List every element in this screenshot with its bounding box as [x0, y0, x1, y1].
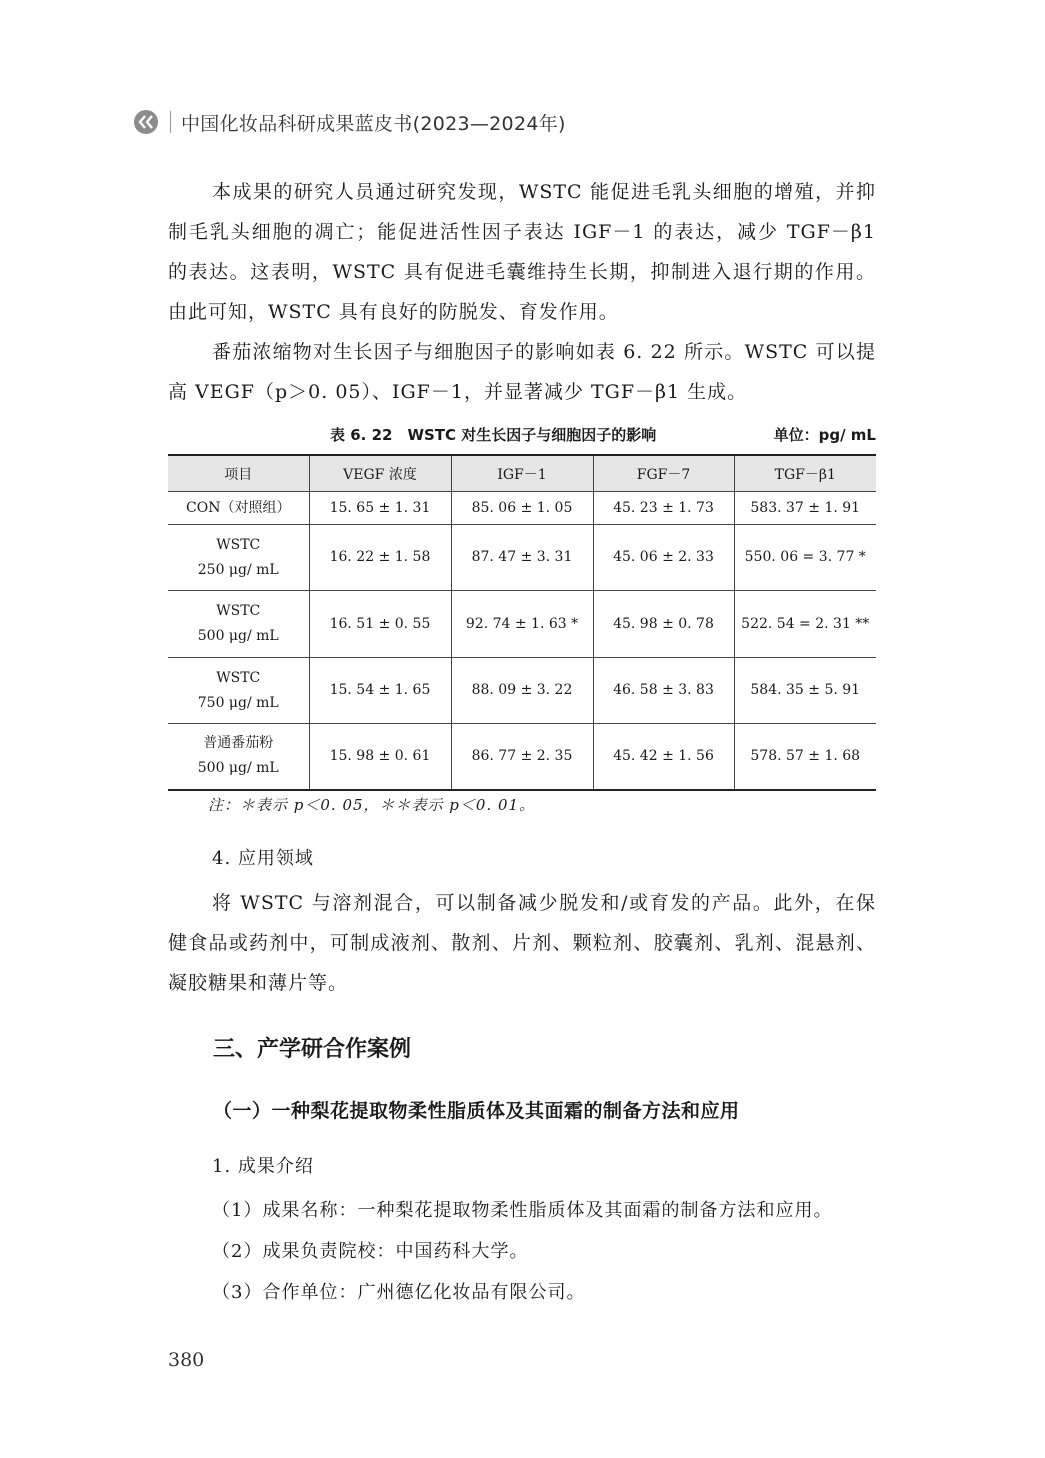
item-cell: CON（对照组） [168, 492, 309, 525]
intro-text [168, 172, 876, 412]
vegf-cell: 16. 22 ± 1. 58 [309, 525, 451, 591]
vegf-cell: 15. 54 ± 1. 65 [309, 658, 451, 724]
header-divider [170, 111, 171, 133]
item-cell: 普通番茄粉 500 μg/ mL [168, 724, 309, 790]
igf-cell: 87. 47 ± 3. 31 [451, 525, 593, 591]
section-heading: 三、产学研合作案例 [213, 1037, 412, 1062]
result-item: （1）成果名称：一种梨花提取物柔性脂质体及其面霜的制备方法和应用。 [212, 1200, 833, 1221]
fgf-cell: 45. 98 ± 0. 78 [593, 591, 734, 658]
tgf-cell: 578. 57 ± 1. 68 [734, 724, 876, 790]
fgf-cell: 45. 23 ± 1. 73 [593, 492, 734, 525]
item-cell: WSTC 250 μg/ mL [168, 525, 309, 591]
igf-cell: 88. 09 ± 3. 22 [451, 658, 593, 724]
vegf-cell: 15. 65 ± 1. 31 [309, 492, 451, 525]
intro-paragraph-2: 番茄浓缩物对生长因子与细胞因子的影响如表 6. 22 所示。WSTC 可以提高 VEGF（p＞0. 05）、IGF－1，并显著减少 TGF－β1 生成。 [168, 341, 876, 403]
table-row [168, 492, 876, 525]
tgf-cell: 550. 06 = 3. 77 * [734, 525, 876, 591]
column-header: VEGF 浓度 [309, 455, 451, 492]
tgf-cell: 584. 35 ± 5. 91 [734, 658, 876, 724]
double-chevron-left-icon [134, 110, 158, 134]
result-item: （2）成果负责院校：中国药科大学。 [212, 1241, 529, 1262]
table-note: 注：＊表示 p＜0. 05，＊＊表示 p＜0. 01。 [208, 796, 536, 814]
igf-cell: 86. 77 ± 2. 35 [451, 724, 593, 790]
running-header [134, 108, 566, 136]
item-cell: WSTC 750 μg/ mL [168, 658, 309, 724]
intro-paragraph-1: 本成果的研究人员通过研究发现，WSTC 能促进毛乳头细胞的增殖，并抑制毛乳头细胞的凋亡；能促进活性因子表达 IGF－1 的表达，减少 TGF－β1 的表达。这表明，WSTC 具有促进毛囊维持生长期，抑制进入退行期的作用。由此可知，WSTC 具有良好的防脱发、育发作用。 [168, 181, 876, 323]
fgf-cell: 45. 06 ± 2. 33 [593, 525, 734, 591]
application-text [168, 883, 876, 1003]
table-title: 表 6. 22 WSTC 对生长因子与细胞因子的影响 [330, 426, 657, 444]
vegf-cell: 16. 51 ± 0. 55 [309, 591, 451, 658]
book-title: 中国化妆品科研成果蓝皮书(2023—2024年) [181, 112, 566, 135]
application-paragraph: 将 WSTC 与溶剂混合，可以制备减少脱发和/或育发的产品。此外，在保健食品或药剂中，可制成液剂、散剂、片剂、颗粒剂、胶囊剂、乳剂、混悬剂、凝胶糖果和薄片等。 [168, 892, 876, 994]
table-row [168, 591, 876, 658]
table-header-row [168, 455, 876, 492]
column-header: TGF－β1 [734, 455, 876, 492]
column-header: FGF－7 [593, 455, 734, 492]
table-unit: 单位：pg/ mL [773, 426, 876, 444]
igf-cell: 92. 74 ± 1. 63 * [451, 591, 593, 658]
result-intro-heading: 1. 成果介绍 [212, 1156, 314, 1177]
fgf-cell: 45. 42 ± 1. 56 [593, 724, 734, 790]
data-table [168, 454, 876, 791]
column-header: 项目 [168, 455, 309, 492]
table-caption [168, 424, 876, 448]
page-number: 380 [168, 1349, 205, 1371]
tgf-cell: 522. 54 = 2. 31 ** [734, 591, 876, 658]
igf-cell: 85. 06 ± 1. 05 [451, 492, 593, 525]
fgf-cell: 46. 58 ± 3. 83 [593, 658, 734, 724]
table-row [168, 525, 876, 591]
vegf-cell: 15. 98 ± 0. 61 [309, 724, 451, 790]
table-row [168, 724, 876, 790]
item-cell: WSTC 500 μg/ mL [168, 591, 309, 658]
subsection-heading: （一）一种梨花提取物柔性脂质体及其面霜的制备方法和应用 [213, 1100, 740, 1122]
column-header: IGF－1 [451, 455, 593, 492]
result-item: （3）合作单位：广州德亿化妆品有限公司。 [212, 1282, 586, 1303]
table-row [168, 658, 876, 724]
tgf-cell: 583. 37 ± 1. 91 [734, 492, 876, 525]
application-heading: 4. 应用领域 [212, 848, 314, 869]
